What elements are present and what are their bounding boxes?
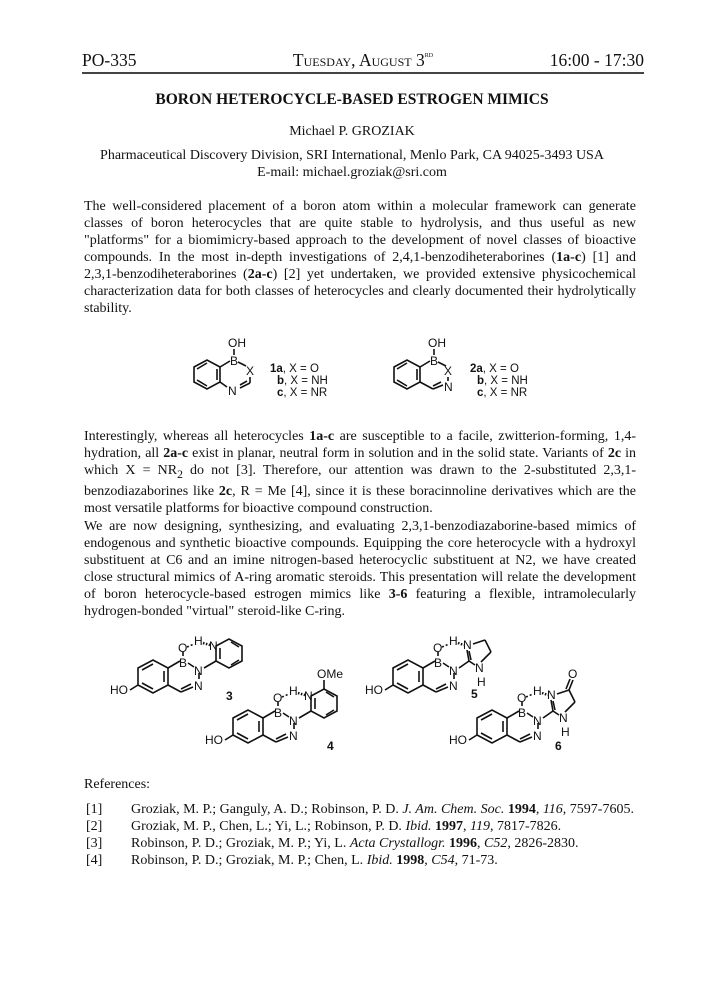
boron-label: B bbox=[230, 354, 239, 368]
compound-number: 3 bbox=[226, 689, 233, 703]
h-label: H bbox=[533, 684, 542, 698]
nh-n-label: N bbox=[559, 711, 568, 725]
legend-line bbox=[277, 375, 328, 387]
legend-bold: c bbox=[277, 387, 284, 399]
legend-bold: 2a bbox=[470, 363, 483, 375]
legend-line bbox=[277, 387, 327, 399]
b-label: B bbox=[434, 656, 443, 670]
reference-item bbox=[84, 852, 644, 869]
ref-volume: C54 bbox=[431, 853, 455, 868]
n-label: N bbox=[228, 384, 237, 398]
reference-text: Groziak, M. P.; Ganguly, A. D.; Robinson, P. D. J. Am. Chem. Soc. 1994, 116, 7597-7605. bbox=[131, 802, 634, 817]
ref-journal: Ibid. bbox=[405, 819, 432, 834]
labels-compound-1 bbox=[228, 336, 254, 398]
affiliation: Pharmaceutical Discovery Division, SRI International, Menlo Park, CA 94025-3493 USA bbox=[100, 148, 604, 163]
paragraph-hydration bbox=[84, 428, 636, 517]
n-label: N bbox=[533, 729, 542, 743]
ref-authors: Robinson, P. D.; Groziak, M. P.; Chen, L. bbox=[131, 853, 367, 868]
scheme-benzodiheteraborines bbox=[180, 335, 560, 415]
affiliation-block bbox=[0, 147, 704, 181]
compound-ref: 2c bbox=[607, 446, 622, 461]
text: The well-considered placement of a boron atom within a molecular framework can generate classes of boron heterocycles that are quite stable to hydrolysis, and thus useful as new "platforms" for a biomimicry-based approach to the development of novel classes of bioactive compounds. In the most in-depth investigations of 2,4,1-benzodiheteraborines ( bbox=[84, 199, 636, 265]
ho-label: HO bbox=[110, 683, 128, 697]
legend-text: , X = NR bbox=[283, 387, 328, 399]
ref-year: 1998 bbox=[396, 853, 425, 868]
n-label: N bbox=[449, 679, 458, 693]
session-time: 16:00 - 17:30 bbox=[549, 50, 644, 70]
ref-pages: , 7597-7605. bbox=[562, 802, 634, 817]
references-list bbox=[84, 801, 644, 869]
paper-title: BORON HETEROCYCLE-BASED ESTROGEN MIMICS bbox=[155, 91, 549, 108]
page-header bbox=[82, 50, 644, 74]
text: ) [1] and 2,3,1-benzodiheteraborines ( bbox=[84, 250, 637, 282]
legend-line bbox=[477, 387, 527, 399]
day-suffix: rd bbox=[424, 50, 434, 59]
compound-number: 4 bbox=[327, 739, 334, 753]
legend-text: , X = O bbox=[482, 363, 519, 375]
scheme-estrogen-mimics bbox=[110, 628, 630, 773]
oh-label: OH bbox=[428, 336, 446, 350]
legend-bold: c bbox=[477, 387, 484, 399]
ome-label: OMe bbox=[317, 667, 344, 681]
ref-year: 1994 bbox=[507, 802, 536, 817]
compound-ref: 2a-c bbox=[163, 446, 189, 461]
ref-authors: Groziak, M. P., Chen, L.; Yi, L.; Robinson, P. D. bbox=[131, 819, 406, 834]
ref-volume: 116 bbox=[542, 802, 563, 817]
n-label: N bbox=[289, 729, 298, 743]
ref-journal: Ibid. bbox=[366, 853, 393, 868]
legend-line bbox=[470, 363, 519, 375]
nh-n-label: N bbox=[475, 661, 484, 675]
structure-compound-6 bbox=[449, 667, 577, 753]
text: ) [2] yet undertaken, we provided extensive physicochemical characterization data for both classes of heterocycles and clearly documented their hydrolytically stability. bbox=[84, 267, 636, 316]
ref-pages: , 7817-7826. bbox=[489, 819, 562, 834]
text: in which X = NR bbox=[84, 446, 637, 478]
text: We are now designing, synthesizing, and evaluating 2,3,1-benzodiazaborine-based mimics of endogenous and synthetic bioactive compounds. Equipping the core heterocycle with a hydroxyl substituent at C6 and an imine nitrogen-based heterocyclic substituent at N2, we have created close structural mimics of A-ring aromatic steroids. This presentation will relate the development of boron heterocycle-based estrogen mimics like bbox=[84, 519, 636, 602]
b-label: B bbox=[274, 706, 283, 720]
o-label: O bbox=[433, 641, 443, 655]
n-label: N bbox=[194, 664, 203, 678]
text: exist in planar, neutral form in solution and in the solid state. Variants of bbox=[188, 446, 608, 461]
h-label: H bbox=[194, 634, 203, 648]
compound-ref: 3-6 bbox=[388, 587, 408, 602]
reference-item bbox=[84, 818, 644, 835]
n-label: N bbox=[449, 664, 458, 678]
ring-n-label: N bbox=[547, 688, 556, 702]
b-label: B bbox=[518, 706, 527, 720]
x-label: X bbox=[246, 364, 255, 378]
subscript: 2 bbox=[177, 467, 183, 481]
session-day-text: Tuesday, August 3 bbox=[292, 50, 425, 70]
ref-volume: C52 bbox=[484, 836, 508, 851]
references-heading: References: bbox=[84, 777, 151, 792]
ref-journal: J. Am. Chem. Soc. bbox=[402, 802, 505, 817]
ring-n-label: N bbox=[304, 689, 313, 703]
compound-ref: 1a-c bbox=[556, 250, 582, 265]
n-label: N bbox=[533, 714, 542, 728]
n-label: N bbox=[194, 679, 203, 693]
ref-pages: , 71-73. bbox=[454, 853, 498, 868]
o-label: O bbox=[178, 641, 188, 655]
h-label: H bbox=[289, 684, 298, 698]
text: , R = Me [4], since it is these boracinnoline derivatives which are the most versatile platforms for bioactive compound construction. bbox=[84, 483, 637, 516]
compound-number: 5 bbox=[471, 687, 478, 701]
reference-item bbox=[84, 801, 644, 818]
ref-authors: Robinson, P. D.; Groziak, M. P.; Yi, L. bbox=[131, 836, 350, 851]
reference-number: [1] bbox=[86, 802, 103, 817]
reference-number: [3] bbox=[86, 836, 103, 851]
reference-item bbox=[84, 835, 644, 852]
structure-compound-4 bbox=[205, 667, 343, 753]
compound-ref: 1a-c bbox=[309, 429, 335, 444]
legend-compound-1 bbox=[270, 363, 328, 399]
ring-n-label: N bbox=[209, 639, 218, 653]
legend-bold: b bbox=[277, 375, 285, 387]
ref-pages: , 2826-2830. bbox=[507, 836, 579, 851]
structure-compound-2 bbox=[394, 349, 448, 389]
n-label: N bbox=[444, 380, 453, 394]
text: featuring a flexible, intramolecularly hydrogen-bonded "virtual" steroid-like C-ring. bbox=[84, 587, 636, 619]
text: do not [3]. Therefore, our attention was drawn to the 2-substituted 2,3,1-benzodiazaborines like bbox=[84, 463, 636, 499]
compound-ref: 2c bbox=[218, 483, 233, 499]
ref-year: 1997 bbox=[435, 819, 463, 834]
x-label: X bbox=[444, 364, 453, 378]
reference-number: [2] bbox=[86, 819, 103, 834]
b-label: B bbox=[179, 656, 188, 670]
o-label: O bbox=[517, 691, 527, 705]
compound-ref: 2a-c bbox=[247, 267, 273, 282]
reference-text: Groziak, M. P., Chen, L.; Yi, L.; Robinson, P. D. Ibid. 1997, 119, 7817-7826. bbox=[131, 819, 562, 834]
ho-label: HO bbox=[205, 733, 223, 747]
email: E-mail: michael.groziak@sri.com bbox=[257, 165, 447, 180]
text: are susceptible to a facile, zwitterion-forming, 1,4-hydration, all bbox=[84, 429, 636, 461]
ref-journal: Acta Crystallogr. bbox=[349, 836, 446, 851]
compound-number: 6 bbox=[555, 739, 562, 753]
nh-h-label: H bbox=[477, 675, 486, 689]
author-name: Michael P. GROZIAK bbox=[289, 124, 415, 139]
legend-bold: b bbox=[477, 375, 485, 387]
legend-text: , X = NR bbox=[483, 387, 528, 399]
boron-label: B bbox=[430, 354, 439, 368]
text: Interestingly, whereas all heterocycles bbox=[84, 429, 310, 444]
abstract-code: PO-335 bbox=[82, 50, 137, 70]
reference-number: [4] bbox=[86, 853, 103, 868]
ring-n-label: N bbox=[463, 638, 472, 652]
ho-label: HO bbox=[449, 733, 467, 747]
legend-line bbox=[477, 375, 528, 387]
oh-label: OH bbox=[228, 336, 246, 350]
legend-text: , X = O bbox=[282, 363, 319, 375]
structure-compound-3 bbox=[110, 634, 242, 703]
reference-text: Robinson, P. D.; Groziak, M. P.; Chen, L. Ibid. 1998, C54, 71-73. bbox=[131, 853, 498, 868]
ho-label: HO bbox=[365, 683, 383, 697]
reference-text: Robinson, P. D.; Groziak, M. P.; Yi, L. Acta Crystallogr. 1996, C52, 2826-2830. bbox=[131, 836, 579, 851]
structure-compound-5 bbox=[365, 634, 491, 701]
o-label: O bbox=[273, 691, 283, 705]
n-label: N bbox=[289, 714, 298, 728]
ref-year: 1996 bbox=[449, 836, 478, 851]
h-label: H bbox=[449, 634, 458, 648]
legend-compound-2 bbox=[470, 363, 528, 399]
legend-line bbox=[270, 363, 319, 375]
structure-compound-1 bbox=[194, 349, 250, 389]
legend-bold: 1a bbox=[270, 363, 283, 375]
carbonyl-o-label: O bbox=[568, 667, 578, 681]
paragraph-intro bbox=[84, 198, 636, 317]
ref-volume: 119 bbox=[470, 819, 490, 834]
nh-h-label: H bbox=[561, 725, 570, 739]
legend-text: , X = NH bbox=[284, 375, 328, 387]
paragraph-design bbox=[84, 518, 636, 620]
legend-text: , X = NH bbox=[484, 375, 528, 387]
ref-authors: Groziak, M. P.; Ganguly, A. D.; Robinson, P. D. bbox=[131, 802, 403, 817]
